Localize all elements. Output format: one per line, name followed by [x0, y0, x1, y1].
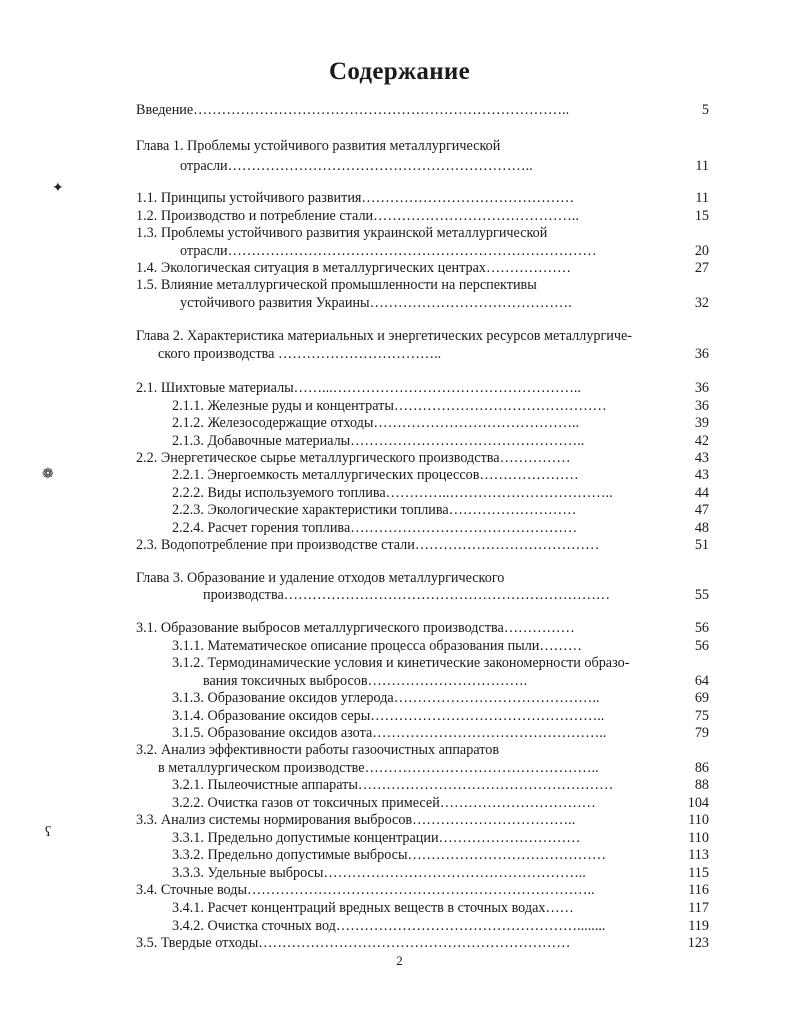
toc-entry: 2.1. Шихтовые материалы……...……………………………………………..	[136, 380, 581, 396]
toc-page-number: 88	[694, 777, 709, 793]
toc-page-number: 115	[688, 865, 709, 881]
toc-page-number: 36	[694, 398, 709, 414]
toc-page-number: 56	[694, 620, 709, 636]
toc-page-number: 47	[694, 502, 709, 518]
toc-page-number: 43	[694, 467, 709, 483]
toc-page-number: 15	[694, 208, 709, 224]
toc-page-number: 69	[694, 690, 709, 706]
toc-page-number: 64	[694, 673, 709, 689]
toc-page-number: 116	[688, 882, 709, 898]
toc-entry: 2.3. Водопотребление при производстве стали…………………………………	[136, 537, 600, 553]
toc-entry: Глава 3. Образование и удаление отходов металлургического	[136, 570, 505, 586]
toc-page-number: 104	[687, 795, 709, 811]
toc-entry: Глава 2. Характеристика материальных и энергетических ресурсов металлургиче-	[136, 328, 633, 344]
toc-entry: 3.4.1. Расчет концентраций вредных веществ в сточных водах……	[172, 900, 574, 916]
toc-page-number: 79	[694, 725, 709, 741]
toc-page-number: 51	[694, 537, 709, 553]
toc-entry: 3.1.1. Математическое описание процесса образования пыли………	[172, 638, 582, 654]
toc-page-number: 43	[694, 450, 709, 466]
toc-entry: отрасли……………………………………………………………………	[180, 243, 597, 259]
toc-entry: 3.1.5. Образование оксидов азота…………………………………………..	[172, 725, 607, 741]
toc-entry: 3.4. Сточные воды………………………………………………………………..	[136, 882, 595, 898]
toc-entry: 3.3. Анализ системы нормирования выбросов……………………………..	[136, 812, 576, 828]
toc-page-number: 5	[701, 102, 709, 118]
toc-entry: 3.1.4. Образование оксидов серы…………………………………………..	[172, 708, 605, 724]
page-number-footer: 2	[396, 953, 403, 968]
toc-page-number: 11	[695, 190, 709, 206]
scan-mark: ❁	[42, 467, 54, 482]
toc-entry: в металлургическом производстве…………………………………………..	[158, 760, 599, 776]
toc-entry: 3.1. Образование выбросов металлургического производства……………	[136, 620, 575, 636]
toc-entry: ского производства ……………………………..	[158, 346, 442, 362]
toc-entry: 3.2.2. Очистка газов от токсичных примесей……………………………	[172, 795, 596, 811]
toc-entry: 3.2. Анализ эффективности работы газоочистных аппаратов	[136, 742, 500, 758]
toc-page-number: 110	[688, 830, 709, 846]
toc-entry: Глава 1. Проблемы устойчивого развития металлургической	[136, 138, 501, 154]
toc-page-number: 20	[694, 243, 709, 259]
scan-mark: ʕ	[45, 825, 52, 840]
toc-page-number: 27	[694, 260, 709, 276]
toc-page-number: 36	[694, 380, 709, 396]
toc-entry: 3.1.3. Образование оксидов углерода……………………………………..	[172, 690, 600, 706]
toc-entry: 2.1.3. Добавочные материалы…………………………………………..	[172, 433, 585, 449]
toc-entry: 1.4. Экологическая ситуация в металлургических центрах………………	[136, 260, 572, 276]
toc-page-number: 36	[694, 346, 709, 362]
toc-entry: 2.2. Энергетическое сырье металлургического производства……………	[136, 450, 571, 466]
toc-entry: 2.2.3. Экологические характеристики топлива………………………	[172, 502, 577, 518]
toc-entry: отрасли………………………………………………………..	[180, 158, 533, 174]
toc-entry: 2.2.2. Виды используемого топлива…………..……………………………..	[172, 485, 613, 501]
toc-entry: 3.5. Твердые отходы…………………………………………………………	[136, 935, 571, 951]
toc-page-number: 56	[694, 638, 709, 654]
toc-page-number: 44	[694, 485, 709, 501]
toc-entry: 1.5. Влияние металлургической промышленности на перспективы	[136, 277, 537, 293]
toc-page-number: 113	[688, 847, 709, 863]
toc-entry: производства……………………………………………………………	[203, 587, 611, 603]
toc-page-number: 119	[688, 918, 709, 934]
toc-entry: 2.1.2. Железосодержащие отходы……………………………………..	[172, 415, 580, 431]
toc-page-number: 32	[694, 295, 709, 311]
toc-page-number: 42	[694, 433, 709, 449]
toc-entry: 3.3.3. Удельные выбросы………………………………………………..	[172, 865, 586, 881]
toc-page-number: 48	[694, 520, 709, 536]
toc-entry: 1.1. Принципы устойчивого развития………………………………………	[136, 190, 575, 206]
toc-page-number: 86	[694, 760, 709, 776]
page-title: Содержание	[328, 58, 470, 85]
scan-mark: ✦	[52, 181, 64, 196]
toc-entry: 3.1.2. Термодинамические условия и кинетические закономерности образо-	[172, 655, 630, 671]
toc-entry: устойчивого развития Украины…………………………………….	[180, 295, 572, 311]
toc-entry: 3.3.1. Предельно допустимые концентрации…………………………	[172, 830, 581, 846]
toc-page-number: 55	[694, 587, 709, 603]
toc-page-number: 123	[687, 935, 709, 951]
toc-entry: 3.4.2. Очистка сточных вод……………………………………………........	[172, 918, 606, 934]
toc-page-number: 11	[695, 158, 709, 174]
toc-entry: 1.2. Производство и потребление стали……………………………………..	[136, 208, 579, 224]
toc-entry: 1.3. Проблемы устойчивого развития украинской металлургической	[136, 225, 548, 241]
toc-page-number: 39	[694, 415, 709, 431]
toc-entry: 2.1.1. Железные руды и концентраты………………………………………	[172, 398, 607, 414]
toc-entry: Введение……………………………………………………………………..	[136, 102, 570, 118]
toc-page-number: 75	[694, 708, 709, 724]
toc-entry: 3.2.1. Пылеочистные аппараты………………………………………………	[172, 777, 614, 793]
toc-page-number: 110	[688, 812, 709, 828]
toc-page-number: 117	[688, 900, 709, 916]
toc-entry: вания токсичных выбросов…………………………….	[203, 673, 528, 689]
toc-entry: 2.2.1. Энергоемкость металлургических процессов…………………	[172, 467, 579, 483]
toc-entry: 3.3.2. Предельно допустимые выбросы……………………………………	[172, 847, 607, 863]
toc-entry: 2.2.4. Расчет горения топлива…………………………………………	[172, 520, 578, 536]
